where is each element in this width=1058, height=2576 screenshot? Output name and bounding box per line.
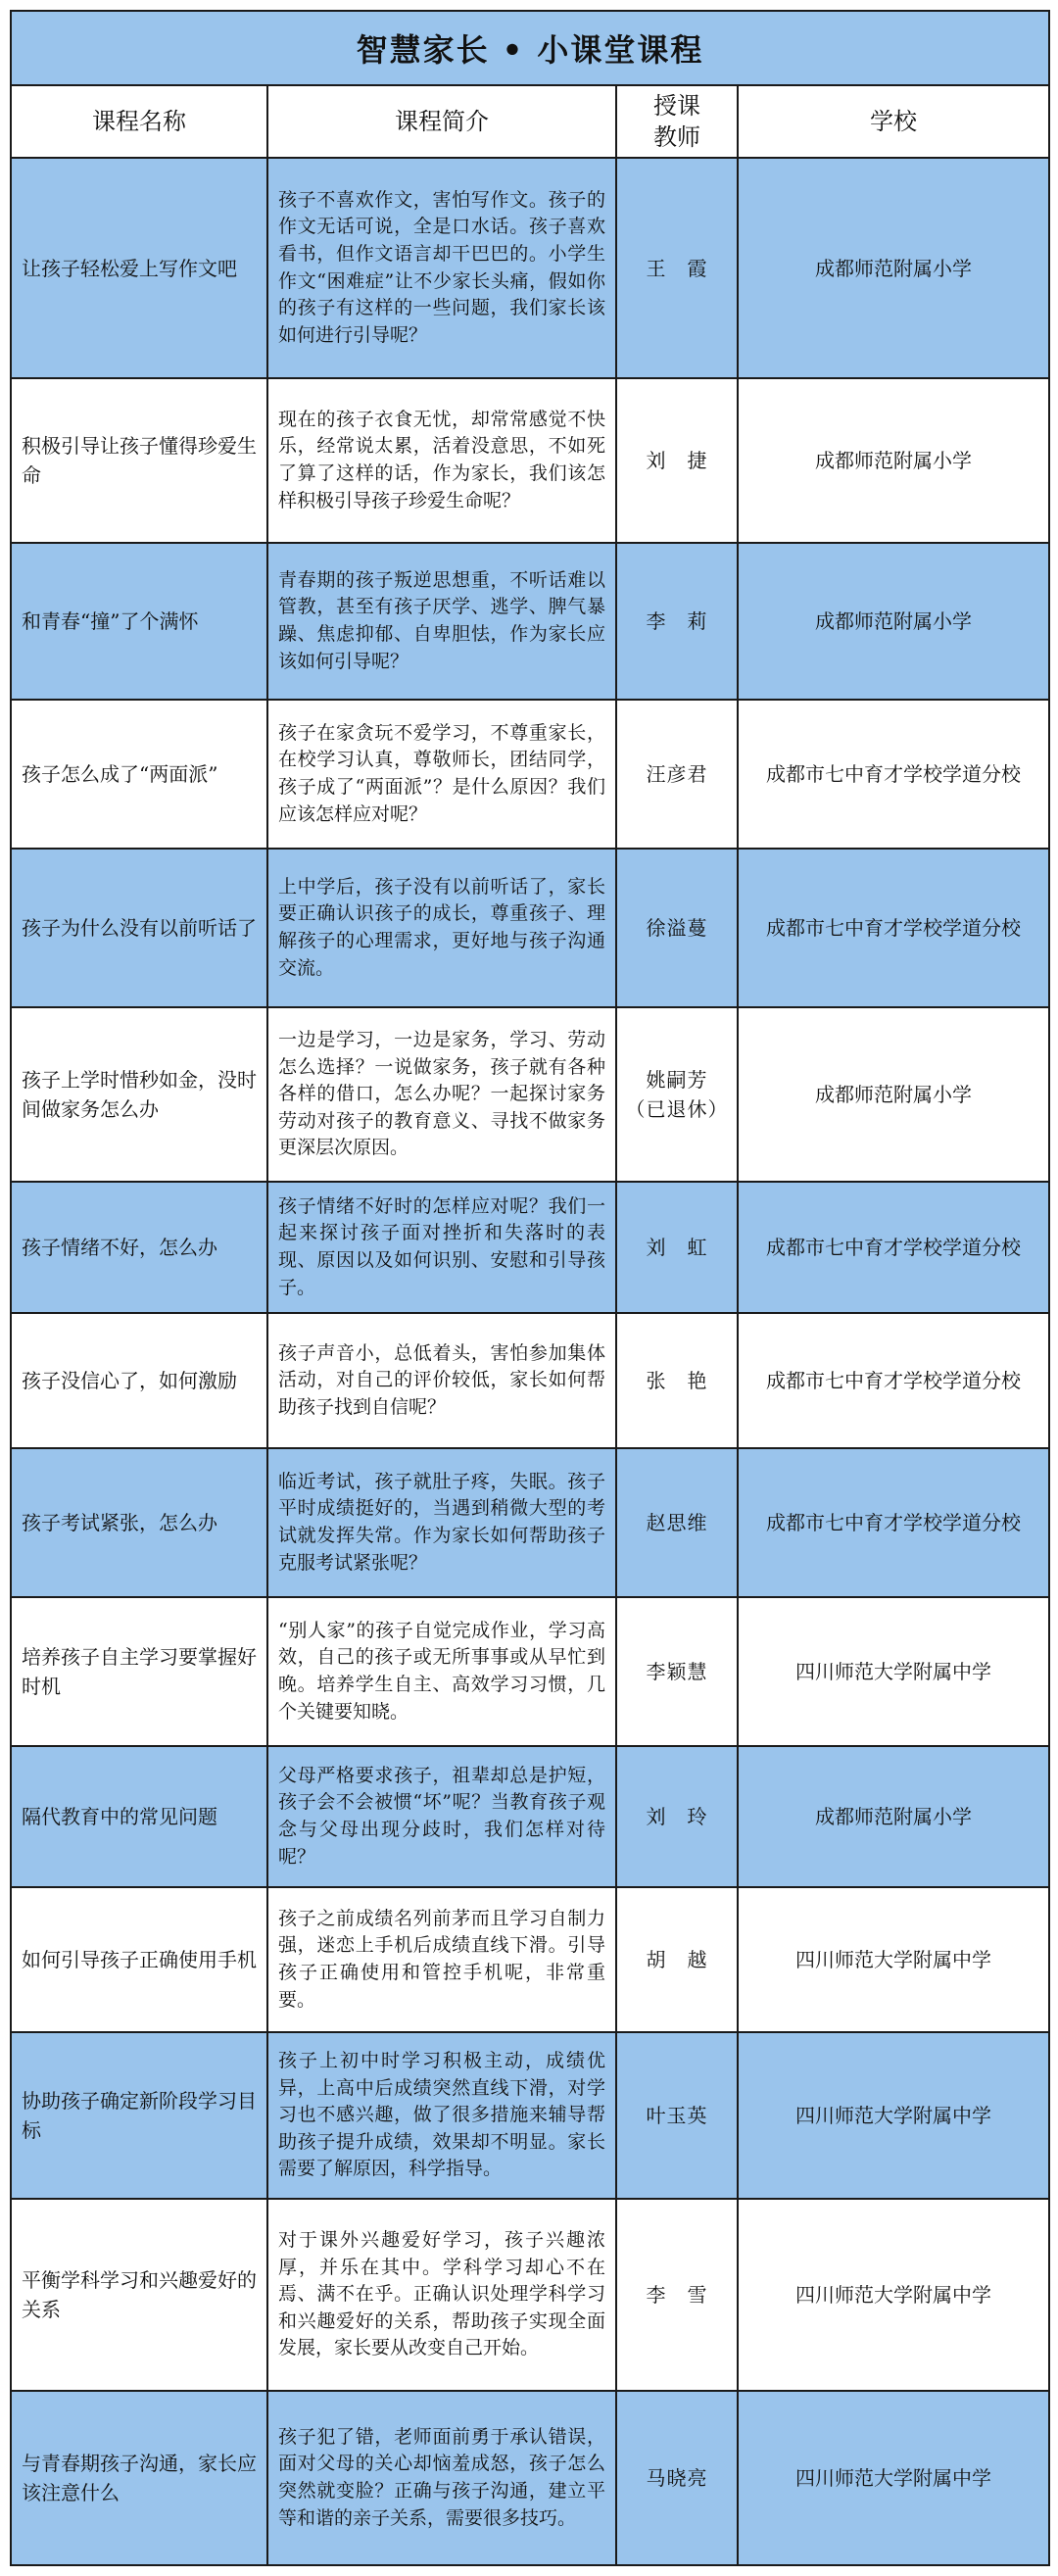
school-name: 成都师范附属小学 [738, 1746, 1049, 1887]
teacher-cell [616, 1007, 738, 1182]
course-intro: 孩子不喜欢作文，害怕写作文。孩子的作文无话可说，全是口水话。孩子喜欢看书，但作文语言却干巴巴的。小学生作文“困难症”让不少家长头痛，假如你的孩子有这样的一些问题，我们家长该如何进行引导呢？ [267, 158, 616, 378]
course-intro: “别人家”的孩子自觉完成作业，学习高效，自己的孩子或无所事事或从早忙到晚。培养学生自主、高效学习习惯，几个关键要知晓。 [267, 1597, 616, 1746]
teacher-cell [616, 1182, 738, 1313]
course-name: 积极引导让孩子懂得珍爱生命 [11, 378, 267, 543]
course-name: 孩子考试紧张，怎么办 [11, 1448, 267, 1597]
teacher-name: 胡 越 [646, 1948, 708, 1971]
teacher-cell [616, 158, 738, 378]
school-name: 成都市七中育才学校学道分校 [738, 1448, 1049, 1597]
course-intro: 父母严格要求孩子，祖辈却总是护短，孩子会不会被惯“坏”呢？当教育孩子观念与父母出现分歧时，我们怎样对待呢？ [267, 1746, 616, 1887]
teacher-name: 刘 捷 [646, 449, 708, 472]
school-name: 四川师范大学附属中学 [738, 2199, 1049, 2391]
table-row [11, 378, 1049, 543]
teacher-name: 张 艳 [646, 1369, 708, 1392]
school-name: 四川师范大学附属中学 [738, 1887, 1049, 2032]
teacher-cell [616, 1313, 738, 1448]
course-intro: 孩子犯了错，老师面前勇于承认错误，面对父母的关心却恼羞成怒，孩子怎么突然就变脸？正确与孩子沟通，建立平等和谐的亲子关系，需要很多技巧。 [267, 2391, 616, 2565]
course-intro: 孩子声音小，总低着头，害怕参加集体活动，对自己的评价较低，家长如何帮助孩子找到自信呢？ [267, 1313, 616, 1448]
course-intro: 临近考试，孩子就肚子疼，失眠。孩子平时成绩挺好的，当遇到稍微大型的考试就发挥失常。作为家长如何帮助孩子克服考试紧张呢？ [267, 1448, 616, 1597]
course-name: 与青春期孩子沟通，家长应该注意什么 [11, 2391, 267, 2565]
header-teacher [616, 85, 738, 158]
table-row [11, 1313, 1049, 1448]
teacher-cell [616, 543, 738, 700]
teacher-cell [616, 2391, 738, 2565]
course-name: 隔代教育中的常见问题 [11, 1746, 267, 1887]
course-name: 平衡学科学习和兴趣爱好的关系 [11, 2199, 267, 2391]
teacher-name: 王 霞 [646, 256, 708, 280]
school-name: 四川师范大学附属中学 [738, 2032, 1049, 2199]
title-row [11, 11, 1049, 85]
table-row [11, 849, 1049, 1007]
header-course-intro: 课程简介 [267, 85, 616, 158]
teacher-cell [616, 2199, 738, 2391]
school-name: 成都市七中育才学校学道分校 [738, 849, 1049, 1007]
school-name: 四川师范大学附属中学 [738, 1597, 1049, 1746]
table-row [11, 1887, 1049, 2032]
table-title: 智慧家长 • 小课堂课程 [11, 11, 1049, 85]
school-name: 四川师范大学附属中学 [738, 2391, 1049, 2565]
table-row [11, 2032, 1049, 2199]
teacher-cell [616, 1448, 738, 1597]
course-name: 如何引导孩子正确使用手机 [11, 1887, 267, 2032]
header-row [11, 85, 1049, 158]
table-row [11, 2391, 1049, 2565]
teacher-cell [616, 700, 738, 849]
table-row [11, 1448, 1049, 1597]
table-body [11, 158, 1049, 2565]
course-intro: 青春期的孩子叛逆思想重，不听话难以管教，甚至有孩子厌学、逃学、脾气暴躁、焦虑抑郁、自卑胆怯，作为家长应该如何引导呢？ [267, 543, 616, 700]
header-teacher-label: 授课教师 [652, 91, 700, 151]
teacher-name: 李 雪 [646, 2283, 708, 2307]
course-name: 让孩子轻松爱上写作文吧 [11, 158, 267, 378]
school-name: 成都师范附属小学 [738, 378, 1049, 543]
teacher-name: 徐溢蔓 [646, 916, 708, 940]
course-intro: 孩子之前成绩名列前茅而且学习自制力强，迷恋上手机后成绩直线下滑。引导孩子正确使用和管控手机呢，非常重要。 [267, 1887, 616, 2032]
course-intro: 对于课外兴趣爱好学习，孩子兴趣浓厚，并乐在其中。学科学习却心不在焉、满不在乎。正确认识处理学科学习和兴趣爱好的关系，帮助孩子实现全面发展，家长要从改变自己开始。 [267, 2199, 616, 2391]
course-table [10, 10, 1050, 2566]
course-intro: 一边是学习，一边是家务，学习、劳动怎么选择？一说做家务，孩子就有各种各样的借口，怎么办呢？一起探讨家务劳动对孩子的教育意义、寻找不做家务更深层次原因。 [267, 1007, 616, 1182]
course-name: 协助孩子确定新阶段学习目标 [11, 2032, 267, 2199]
course-name: 培养孩子自主学习要掌握好时机 [11, 1597, 267, 1746]
teacher-cell [616, 1746, 738, 1887]
table-row [11, 700, 1049, 849]
table-row [11, 1597, 1049, 1746]
course-intro: 孩子上初中时学习积极主动，成绩优异，上高中后成绩突然直线下滑，对学习也不感兴趣，做了很多措施来辅导帮助孩子提升成绩，效果却不明显。家长需要了解原因，科学指导。 [267, 2032, 616, 2199]
teacher-cell [616, 1887, 738, 2032]
school-name: 成都师范附属小学 [738, 1007, 1049, 1182]
teacher-name: 李颖慧 [646, 1660, 708, 1683]
school-name: 成都市七中育才学校学道分校 [738, 1313, 1049, 1448]
teacher-cell [616, 378, 738, 543]
teacher-name: 李 莉 [646, 609, 708, 633]
teacher-name: 刘 虹 [646, 1236, 708, 1259]
school-name: 成都师范附属小学 [738, 543, 1049, 700]
table-row [11, 2199, 1049, 2391]
teacher-name: 马晓亮 [646, 2466, 708, 2490]
course-intro: 上中学后，孩子没有以前听话了，家长要正确认识孩子的成长，尊重孩子、理解孩子的心理需求，更好地与孩子沟通交流。 [267, 849, 616, 1007]
teacher-cell [616, 1597, 738, 1746]
school-name: 成都市七中育才学校学道分校 [738, 1182, 1049, 1313]
teacher-name: 叶玉英 [646, 2104, 708, 2127]
teacher-cell [616, 2032, 738, 2199]
course-intro: 现在的孩子衣食无忧，却常常感觉不快乐，经常说太累，活着没意思，不如死了算了这样的话，作为家长，我们该怎样积极引导孩子珍爱生命呢？ [267, 378, 616, 543]
school-name: 成都市七中育才学校学道分校 [738, 700, 1049, 849]
table-row [11, 543, 1049, 700]
course-name: 孩子怎么成了“两面派” [11, 700, 267, 849]
teacher-name: 刘 玲 [646, 1805, 708, 1828]
teacher-cell [616, 849, 738, 1007]
table-row [11, 1746, 1049, 1887]
table-row [11, 1182, 1049, 1313]
course-name: 孩子情绪不好，怎么办 [11, 1182, 267, 1313]
teacher-name: 赵思维 [646, 1511, 708, 1534]
course-name: 孩子为什么没有以前听话了 [11, 849, 267, 1007]
course-name: 孩子上学时惜秒如金，没时间做家务怎么办 [11, 1007, 267, 1182]
table-row [11, 1007, 1049, 1182]
header-school: 学校 [738, 85, 1049, 158]
course-intro: 孩子在家贪玩不爱学习，不尊重家长，在校学习认真，尊敬师长，团结同学，孩子成了“两面派”？是什么原因？我们应该怎样应对呢？ [267, 700, 616, 849]
table-row [11, 158, 1049, 378]
teacher-note: （已退休） [625, 1097, 729, 1121]
teacher-name: 姚嗣芳 [646, 1068, 708, 1092]
course-name: 孩子没信心了，如何激励 [11, 1313, 267, 1448]
course-intro: 孩子情绪不好时的怎样应对呢？我们一起来探讨孩子面对挫折和失落时的表现、原因以及如何识别、安慰和引导孩子。 [267, 1182, 616, 1313]
course-name: 和青春“撞”了个满怀 [11, 543, 267, 700]
header-course-name: 课程名称 [11, 85, 267, 158]
teacher-name: 汪彦君 [646, 762, 708, 786]
school-name: 成都师范附属小学 [738, 158, 1049, 378]
